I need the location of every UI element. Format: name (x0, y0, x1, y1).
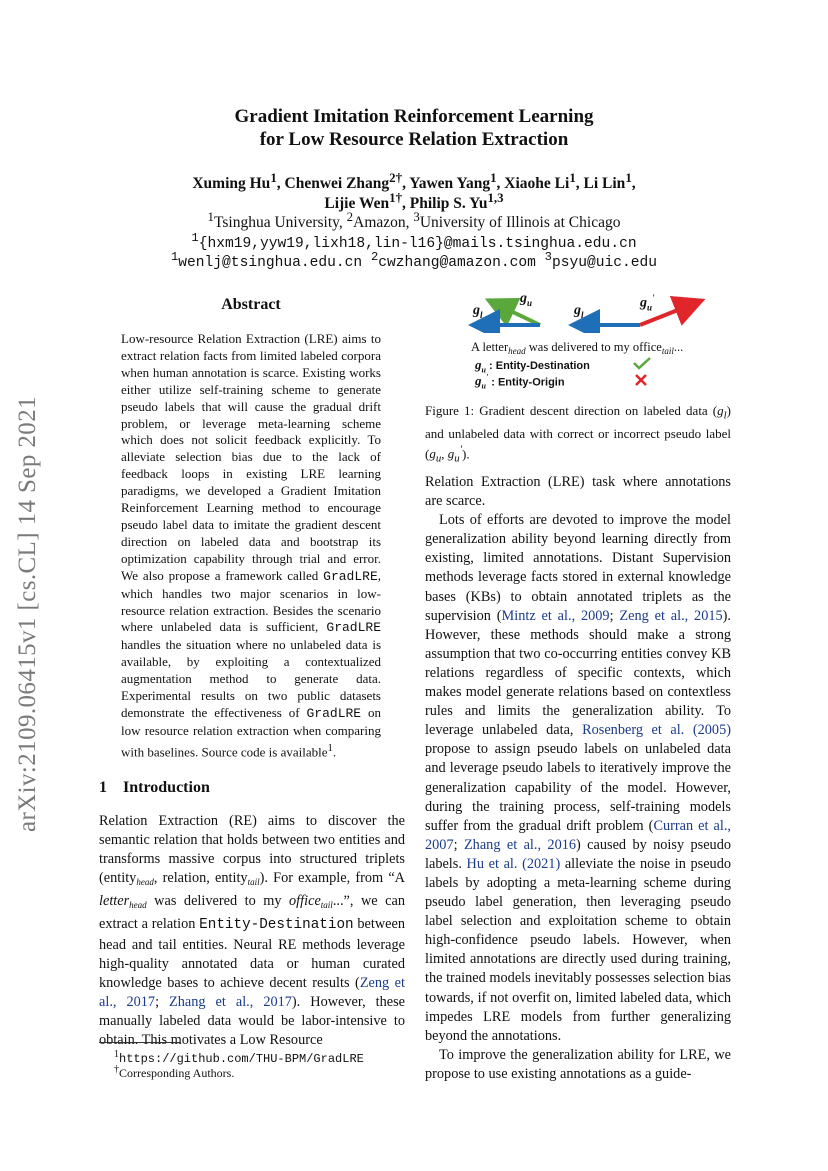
author-list-line-1: Xuming Hu$^1$, Chenwei Zhang$^{2\dagger}$, Yawen Yang$^1$, Xiaohe Li$^1$, Li Lin$^1$, (192, 170, 636, 193)
cross-icon (634, 373, 648, 387)
section-number: 1 (99, 779, 107, 796)
email-line-2: $^1$wenlj@tsinghua.edu.cn $^2$cwzhang@amazon.com $^3$psyu@uic.edu (170, 250, 658, 271)
affiliations: $^1$Tsinghua University, $^2$Amazon, $^3$University of Illinois at Chicago (207, 209, 621, 232)
section-title: Introduction (123, 779, 210, 796)
section-heading-introduction (99, 779, 210, 797)
label-g-l-2: $g_l$ (574, 303, 584, 320)
email-line-1: $^1${hxm19,yyw19,lixh18,lin-l16}@mails.tsinghua.edu.cn (191, 231, 637, 252)
figure-1-gradient-diagram (460, 288, 720, 333)
intro-text: Relation Extraction (RE) aims to discover the semantic relation that holds between two entities and transforms massive corpus into structured triplets (entity$_{head}$, relation, entity$_{tail}$). For example, from “A letter$_{head}$ was delivered to my office$_{tail}$...”, we can extract a relation Entity-Destination between head and tail entities. Neural RE methods leverage high-quality annotated data or human curated knowledge bases to achieve decent results (Zeng et al., 2017; Zhang et al., 2017). However, these manually labeled data would be labor-intensive to obtain. This motivates a Low Resource (99, 813, 406, 1049)
footnote-2: †Corresponding Authors. (114, 1064, 235, 1080)
abstract-heading: Abstract (221, 296, 281, 313)
label-g-u-prime: $g_u'$ (640, 293, 655, 313)
right-paragraph-2: Lots of efforts are devoted to improve the model generalization ability beyond learning directly from existing, limited annotations. Distant Supervision methods leverage facts stored in external knowledge bases (KBs) to obtain annotated triplets as the supervision (Mintz et al., 2009; Zeng et al., 2015). However, these methods should make a strong assumption that two co-occurring entities convey KB relations regardless of specific contexts, which makes model generate relations based on contextless rules and limits the generalization ability. To leverage unlabeled data, Rosenberg et al. (2005) propose to assign pseudo labels on unlabeled data and leverage pseudo labels to iteratively improve the generalization capability of the model. However, during the training process, self-training models suffer from the gradual drift problem (Curran et al., 2007; Zhang et al., 2016) caused by noisy pseudo labels. Hu et al. (2021) alleviate the noise in pseudo labels by adopting a meta-learning scheme during pseudo label generation, then leveraging pseudo label selection and exploitation scheme to obtain high-confidence pseudo labels. However, when limited annotations are directly used during training, the trained models inevitably possesses selection bias towards, if not overfit on, limited labeled data, which impedes LRE models from further generalizing beyond the annotations. (425, 512, 732, 1044)
intro-paragraph-left (99, 812, 405, 1050)
author-list-line-2: Lijie Wen$^{1\dagger}$, Philip S. Yu$^{1,3}$ (324, 190, 504, 213)
paper-title-line-2: for Low Resource Relation Extraction (259, 129, 569, 150)
legend-gu-prime-label: : Entity-Origin (491, 376, 565, 389)
abstract-body (121, 331, 381, 761)
figure-1-caption: Figure 1: Gradient descent direction on labeled data $(g_l)$ and unlabeled data with correct or incorrect pseudo label ($g_u$, $g_u'$). (425, 403, 731, 465)
abstract-paragraph: Low-resource Relation Extraction (LRE) aims to extract relation facts from limited labeled corpora when human annotation is scarce. Existing works either utilize self-training scheme to generate pseudo labels that will cause the gradual drift problem, or leverage meta-learning scheme which does not solicit feedback explicitly. To alleviate selection bias due to the lack of feedback loops in existing LRE learning paradigms, we developed a Gradient Imitation Reinforcement Learning method to encourage pseudo label data to imitate the gradient descent direction on labeled data and bootstrap its optimization capability through trial and error. We also propose a framework called GradLRE, which handles two major scenarios in low-resource relation extraction. Besides the scenario where unlabeled data is sufficient, GradLRE handles the situation where no unlabeled data is available, by exploiting a contextualized augmentation method to generate data. Experimental results on two public datasets demonstrate the effectiveness of GradLRE on low resource relation extraction when comparing with baselines. Source code is available$^1$. (121, 331, 381, 760)
footnote-1: $^1$https://github.com/THU-BPM/GradLRE (114, 1049, 364, 1066)
right-paragraph-1: Relation Extraction (LRE) task where annotations are scarce. (425, 474, 731, 510)
label-g-l: $g_l$ (473, 303, 483, 320)
figure-example-sentence: A letter$_{head}$ was delivered to my office$_{tail}$... (471, 340, 684, 356)
right-paragraph-3: To improve the generalization ability for LRE, we propose to use existing annotations as a guide- (425, 1046, 731, 1082)
check-icon (632, 356, 652, 370)
gradient-arrow-gu (492, 302, 540, 325)
intro-paragraphs-right (425, 473, 731, 1084)
label-g-u: $g_u$ (520, 291, 533, 308)
paper-title-line-1: Gradient Imitation Reinforcement Learning (234, 106, 594, 127)
legend-gu-prime-row: $g_u'$ : Entity-Origin (475, 373, 565, 391)
legend-gu-row: $g_u$ : Entity-Destination (475, 357, 590, 375)
footnote-rule (99, 1042, 181, 1043)
legend-gu-label: : Entity-Destination (489, 360, 590, 372)
arxiv-identifier: arXiv:2109.06415v1 [cs.CL] 14 Sep 2021 (14, 396, 41, 832)
